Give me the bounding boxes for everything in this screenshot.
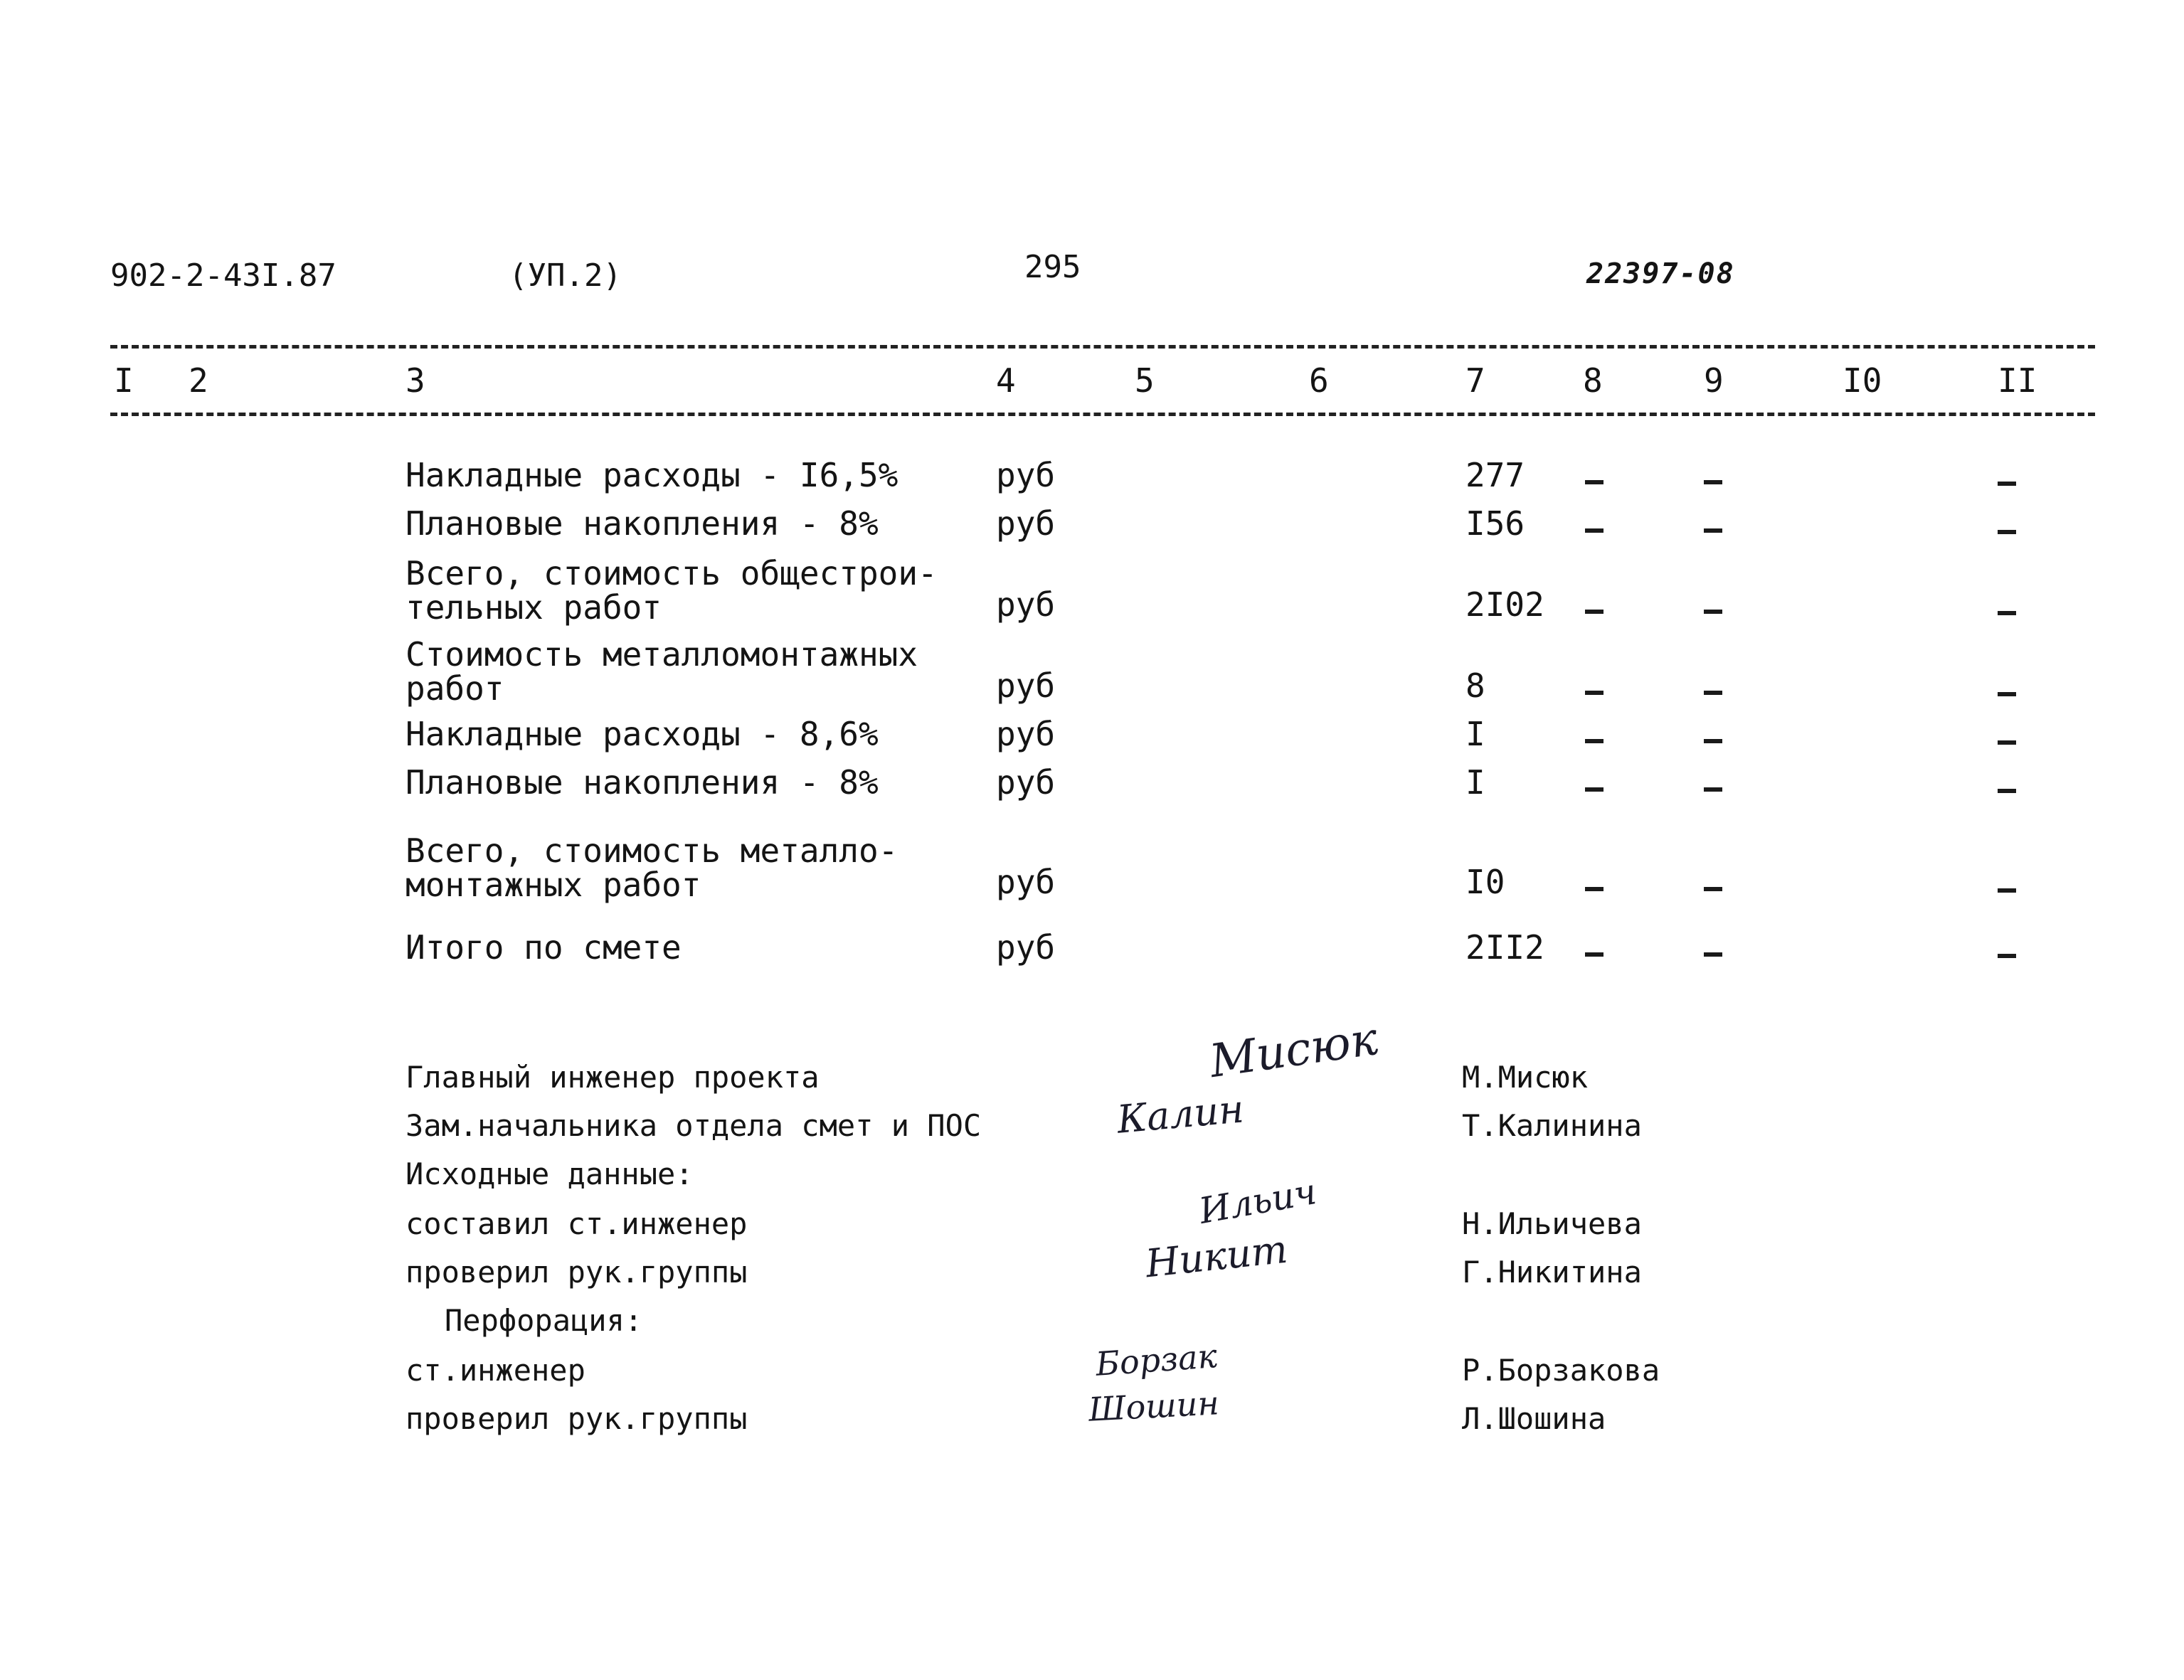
perforation-label: Перфорация: bbox=[445, 1303, 643, 1338]
row-8-unit: руб bbox=[996, 928, 1056, 967]
signature-compiler: Ильич bbox=[1196, 1171, 1320, 1232]
row-3-dash-11 bbox=[1998, 611, 2016, 615]
source-data-label: Исходные данные: bbox=[405, 1157, 694, 1191]
row-8-dash-8 bbox=[1585, 952, 1603, 957]
row-2-dash-8 bbox=[1585, 528, 1603, 533]
row-7-value: I0 bbox=[1465, 863, 1505, 901]
row-8-dash-9 bbox=[1704, 952, 1722, 957]
column-number-7: 7 bbox=[1465, 361, 1485, 400]
row-6-dash-8 bbox=[1585, 787, 1603, 792]
row-8-value: 2II2 bbox=[1465, 928, 1544, 967]
signature-checker: Никит bbox=[1143, 1226, 1290, 1287]
checked-title: проверил рук.группы bbox=[405, 1255, 748, 1290]
signature-chief-engineer: Мисюк bbox=[1207, 1012, 1382, 1089]
row-2-value: I56 bbox=[1465, 504, 1525, 543]
row-5-dash-11 bbox=[1998, 740, 2016, 745]
row-3-dash-9 bbox=[1704, 610, 1722, 614]
row-5-name: Накладные расходы - 8,6% bbox=[405, 715, 879, 753]
row-3-unit: руб bbox=[996, 585, 1056, 624]
row-6-dash-9 bbox=[1704, 787, 1722, 792]
row-1-value: 277 bbox=[1465, 456, 1525, 494]
bottom-dashed-rule bbox=[110, 413, 2095, 416]
row-3-dash-8 bbox=[1585, 610, 1603, 614]
top-dashed-rule bbox=[110, 345, 2095, 349]
row-5-dash-8 bbox=[1585, 739, 1603, 743]
row-3-name: Всего, стоимость общестрои- тельных работ bbox=[405, 554, 938, 627]
perf-checked-title: проверил рук.группы bbox=[405, 1401, 748, 1436]
row-2-name: Плановые накопления - 8% bbox=[405, 504, 879, 543]
column-number-4: 4 bbox=[996, 361, 1016, 400]
perf-engineer-title: ст.инженер bbox=[405, 1353, 585, 1388]
checked-name: Г.Никитина bbox=[1462, 1255, 1642, 1290]
perf-checked-name: Л.Шошина bbox=[1462, 1401, 1606, 1436]
column-number-9: 9 bbox=[1704, 361, 1724, 400]
row-2-unit: руб bbox=[996, 504, 1056, 543]
row-6-dash-11 bbox=[1998, 789, 2016, 793]
column-number-3: 3 bbox=[405, 361, 425, 400]
row-7-dash-9 bbox=[1704, 887, 1722, 891]
row-1-dash-9 bbox=[1704, 480, 1722, 484]
deputy-head-title: Зам.начальника отдела смет и ПОС bbox=[405, 1108, 982, 1143]
column-number-10: I0 bbox=[1843, 361, 1882, 400]
row-7-name: Всего, стоимость металло- монтажных работ bbox=[405, 831, 898, 904]
chief-engineer-title: Главный инженер проекта bbox=[405, 1060, 820, 1095]
section-label: (УП.2) bbox=[509, 257, 622, 294]
row-8-dash-11 bbox=[1998, 954, 2016, 958]
column-number-6: 6 bbox=[1309, 361, 1329, 400]
row-6-unit: руб bbox=[996, 763, 1056, 802]
row-2-dash-9 bbox=[1704, 528, 1722, 533]
column-number-11: II bbox=[1998, 361, 2037, 400]
row-6-value: I bbox=[1465, 763, 1485, 802]
row-1-name: Накладные расходы - I6,5% bbox=[405, 456, 898, 494]
archive-code: 22397-08 bbox=[1586, 257, 1735, 290]
deputy-head-name: Т.Калинина bbox=[1462, 1108, 1642, 1143]
column-number-2: 2 bbox=[189, 361, 208, 400]
row-5-dash-9 bbox=[1704, 739, 1722, 743]
row-1-dash-8 bbox=[1585, 480, 1603, 484]
signature-perf-engineer: Борзак bbox=[1094, 1336, 1219, 1383]
row-4-dash-11 bbox=[1998, 692, 2016, 696]
column-number-1: I bbox=[114, 361, 134, 400]
row-2-dash-11 bbox=[1998, 530, 2016, 534]
perf-engineer-name: Р.Борзакова bbox=[1462, 1353, 1660, 1388]
compiled-title: составил ст.инженер bbox=[405, 1206, 748, 1241]
row-3-value: 2I02 bbox=[1465, 585, 1544, 624]
row-7-unit: руб bbox=[996, 863, 1056, 901]
row-4-name: Стоимость металломонтажных работ bbox=[405, 635, 918, 708]
row-4-dash-8 bbox=[1585, 691, 1603, 695]
row-4-value: 8 bbox=[1465, 666, 1485, 705]
compiled-name: Н.Ильичева bbox=[1462, 1206, 1642, 1241]
document-number: 902-2-43I.87 bbox=[110, 257, 336, 294]
column-number-5: 5 bbox=[1135, 361, 1155, 400]
row-1-unit: руб bbox=[996, 456, 1056, 494]
row-4-unit: руб bbox=[996, 666, 1056, 705]
column-number-8: 8 bbox=[1583, 361, 1603, 400]
row-8-name: Итого по смете bbox=[405, 928, 682, 967]
page-number: 295 bbox=[1024, 249, 1081, 285]
chief-engineer-name: М.Мисюк bbox=[1462, 1060, 1589, 1095]
row-5-value: I bbox=[1465, 715, 1485, 753]
row-6-name: Плановые накопления - 8% bbox=[405, 763, 879, 802]
row-7-dash-8 bbox=[1585, 887, 1603, 891]
row-4-dash-9 bbox=[1704, 691, 1722, 695]
row-7-dash-11 bbox=[1998, 888, 2016, 893]
row-5-unit: руб bbox=[996, 715, 1056, 753]
signature-perf-checker: Шошин bbox=[1087, 1383, 1220, 1429]
row-1-dash-11 bbox=[1998, 482, 2016, 486]
signature-deputy-head: Калин bbox=[1115, 1086, 1246, 1142]
